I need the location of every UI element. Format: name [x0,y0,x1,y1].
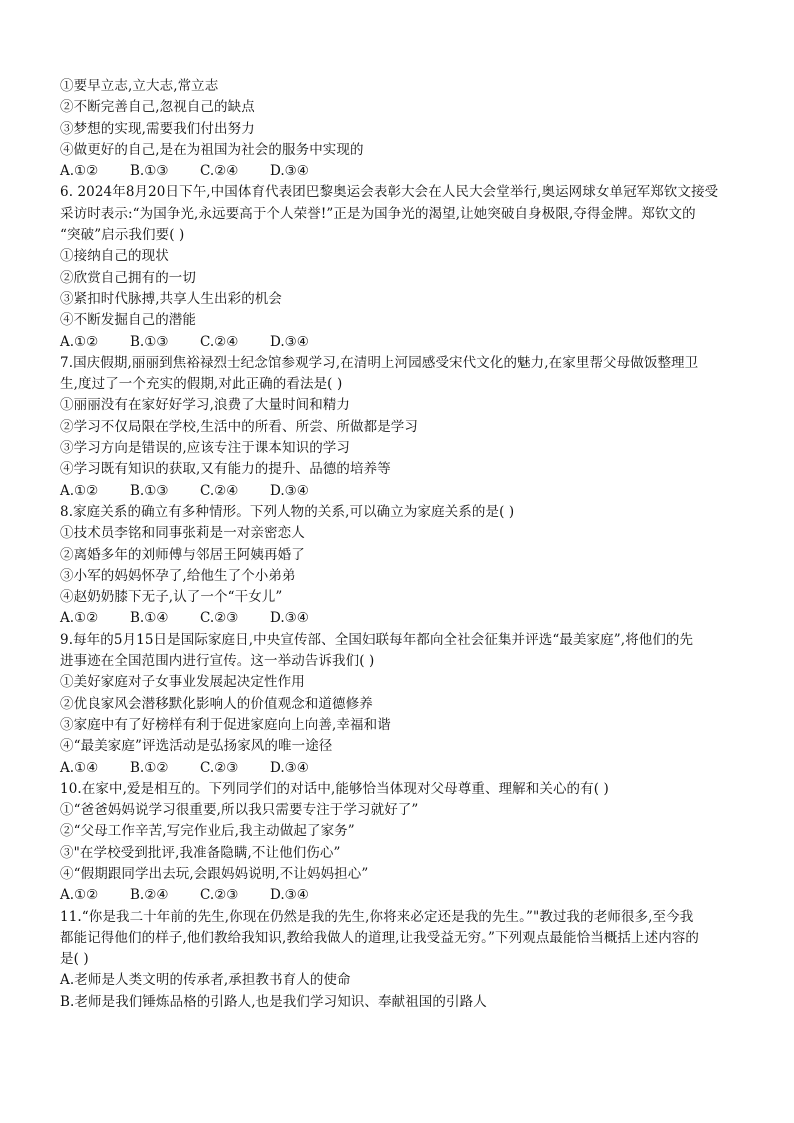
option-statement: ②欣赏自己拥有的一切 [60,269,196,286]
question-stem-line: 采访时表示:“为国争光,永远要高于个人荣誉!”正是为国争光的渴望,让她突破自身极限,夺得金牌。郑钦文的 [60,205,696,222]
question-stem [60,907,750,971]
option-statement: ④“假期跟同学出去玩,会跟妈妈说明,不让妈妈担心” [60,865,369,882]
answer-choice[interactable]: C.②④ [200,482,239,499]
question-stem-line: 11.“你是我二十年前的先生,你现在仍然是我的先生,你将来必定还是我的先生。”"教过我的老师很多,至今我 [60,908,694,925]
question-stem-line: 7.国庆假期,丽丽到焦裕禄烈士纪念馆参观学习,在清明上河园感受宋代文化的魅力,在家里帮父母做饭整理卫 [60,354,699,371]
answer-choice[interactable]: A.①② [60,887,99,904]
answer-choices [60,608,750,629]
option-statement: ①美好家庭对子女事业发展起决定性作用 [60,674,305,691]
answer-choices [60,481,750,502]
option-statement: ③小军的妈妈怀孕了,给他生了个小弟弟 [60,567,296,584]
answer-choice[interactable]: D.③④ [270,887,309,904]
question-stem [60,502,750,523]
question-stem-line: 9.每年的5月15日是国际家庭日,中央宣传部、全国妇联每年都向全社会征集并评选“最美家庭”,将他们的先 [60,631,694,648]
question-stem-line: 都能记得他们的样子,他们教给我知识,教给我做人的道理,让我受益无穷。”下列观点最能恰当概括上述内容的 [60,929,700,946]
option-statement: ①丽丽没有在家好好学习,浪费了大量时间和精力 [60,397,350,414]
question-stem-line: 是( ) [60,951,89,968]
question-stem [60,182,750,246]
option-statement: ②优良家风会潜移默化影响人的价值观念和道德修养 [60,695,373,712]
answer-choice[interactable]: B.①③ [130,333,169,350]
option-statement: ③"在学校受到批评,我准备隐瞒,不让他们伤心” [60,844,341,861]
option-statement: ④做更好的自己,是在为祖国为社会的服务中实现的 [60,141,364,158]
option-statement: ④“最美家庭”评选活动是弘扬家风的唯一途径 [60,738,333,755]
answer-choice[interactable]: C.②③ [200,610,239,627]
answer-choice[interactable]: B.①② [130,759,169,776]
answer-choice[interactable]: B.②④ [130,887,169,904]
answer-choices [60,161,750,182]
option-statement: ③紧扣时代脉搏,共享人生出彩的机会 [60,290,282,307]
answer-choice[interactable]: C.②④ [200,163,239,180]
option-statement: ②离婚多年的刘师傅与邻居王阿姨再婚了 [60,546,305,563]
answer-choice[interactable]: C.②③ [200,759,239,776]
option-statement: ②“父母工作辛苦,写完作业后,我主动做起了家务” [60,823,355,840]
question-stem-line: 6. 2024年8月20日下午,中国体育代表团巴黎奥运会表彰大会在人民大会堂举行,奥运网球女单冠军郑钦文接受 [60,184,719,201]
answer-choice[interactable]: A.①② [60,333,99,350]
option-statement: ③学习方向是错误的,应该专注于课本知识的学习 [60,440,350,457]
answer-choice[interactable]: D.③④ [270,610,309,627]
question-stem-line: 10.在家中,爱是相互的。下列同学们的对话中,能够恰当体现对父母尊重、理解和关心的有( ) [60,780,609,797]
option-statement: A.老师是人类文明的传承者,承担教书育人的使命 [60,972,351,989]
question-list [60,76,750,1013]
answer-choice[interactable]: D.③④ [270,333,309,350]
answer-choices [60,332,750,353]
question-stem [60,630,750,673]
option-statement: ①要早立志,立大志,常立志 [60,78,219,94]
answer-choice[interactable]: D.③④ [270,163,309,180]
question-stem-line: 8.家庭关系的确立有多种情形。下列人物的关系,可以确立为家庭关系的是( ) [60,503,515,520]
option-statement: ④不断发掘自己的潜能 [60,312,196,329]
option-statement: ①接纳自己的现状 [60,248,169,265]
question-stem-line: 进事迹在全国范围内进行宣传。这一举动告诉我们( ) [60,653,375,670]
answer-choices [60,758,750,779]
answer-choice[interactable]: C.②④ [200,333,239,350]
question-stem [60,353,750,396]
option-statement: ④赵奶奶膝下无子,认了一个“干女儿” [60,589,283,606]
option-statement: ②学习不仅局限在学校,生活中的所看、所尝、所做都是学习 [60,418,418,435]
answer-choice[interactable]: B.①③ [130,163,169,180]
answer-choices [60,885,750,906]
option-statement: ①技术员李铭和同事张莉是一对亲密恋人 [60,525,305,542]
option-statement: ③家庭中有了好榜样有利于促进家庭向上向善,幸福和谐 [60,716,391,733]
option-statement: ④学习既有知识的获取,又有能力的提升、品德的培养等 [60,461,391,478]
question-stem-line: 生,度过了一个充实的假期,对此正确的看法是( ) [60,376,343,393]
answer-choice[interactable]: B.①④ [130,610,169,627]
answer-choice[interactable]: C.②③ [200,887,239,904]
option-statement: ③梦想的实现,需要我们付出努力 [60,120,255,137]
question-stem-line: “突破”启示我们要( ) [60,227,185,244]
answer-choice[interactable]: A.①② [60,610,99,627]
option-statement: ②不断完善自己,忽视自己的缺点 [60,99,255,116]
answer-choice[interactable]: D.③④ [270,482,309,499]
option-statement: B.老师是我们锤炼品格的引路人,也是我们学习知识、奉献祖国的引路人 [60,993,487,1010]
answer-choice[interactable]: A.①④ [60,759,99,776]
answer-choice[interactable]: A.①② [60,482,99,499]
answer-choice[interactable]: A.①② [60,163,99,180]
answer-choice[interactable]: D.③④ [270,759,309,776]
question-stem [60,779,750,800]
option-statement: ①“爸爸妈妈说学习很重要,所以我只需要专注于学习就好了” [60,802,419,819]
answer-choice[interactable]: B.①③ [130,482,169,499]
